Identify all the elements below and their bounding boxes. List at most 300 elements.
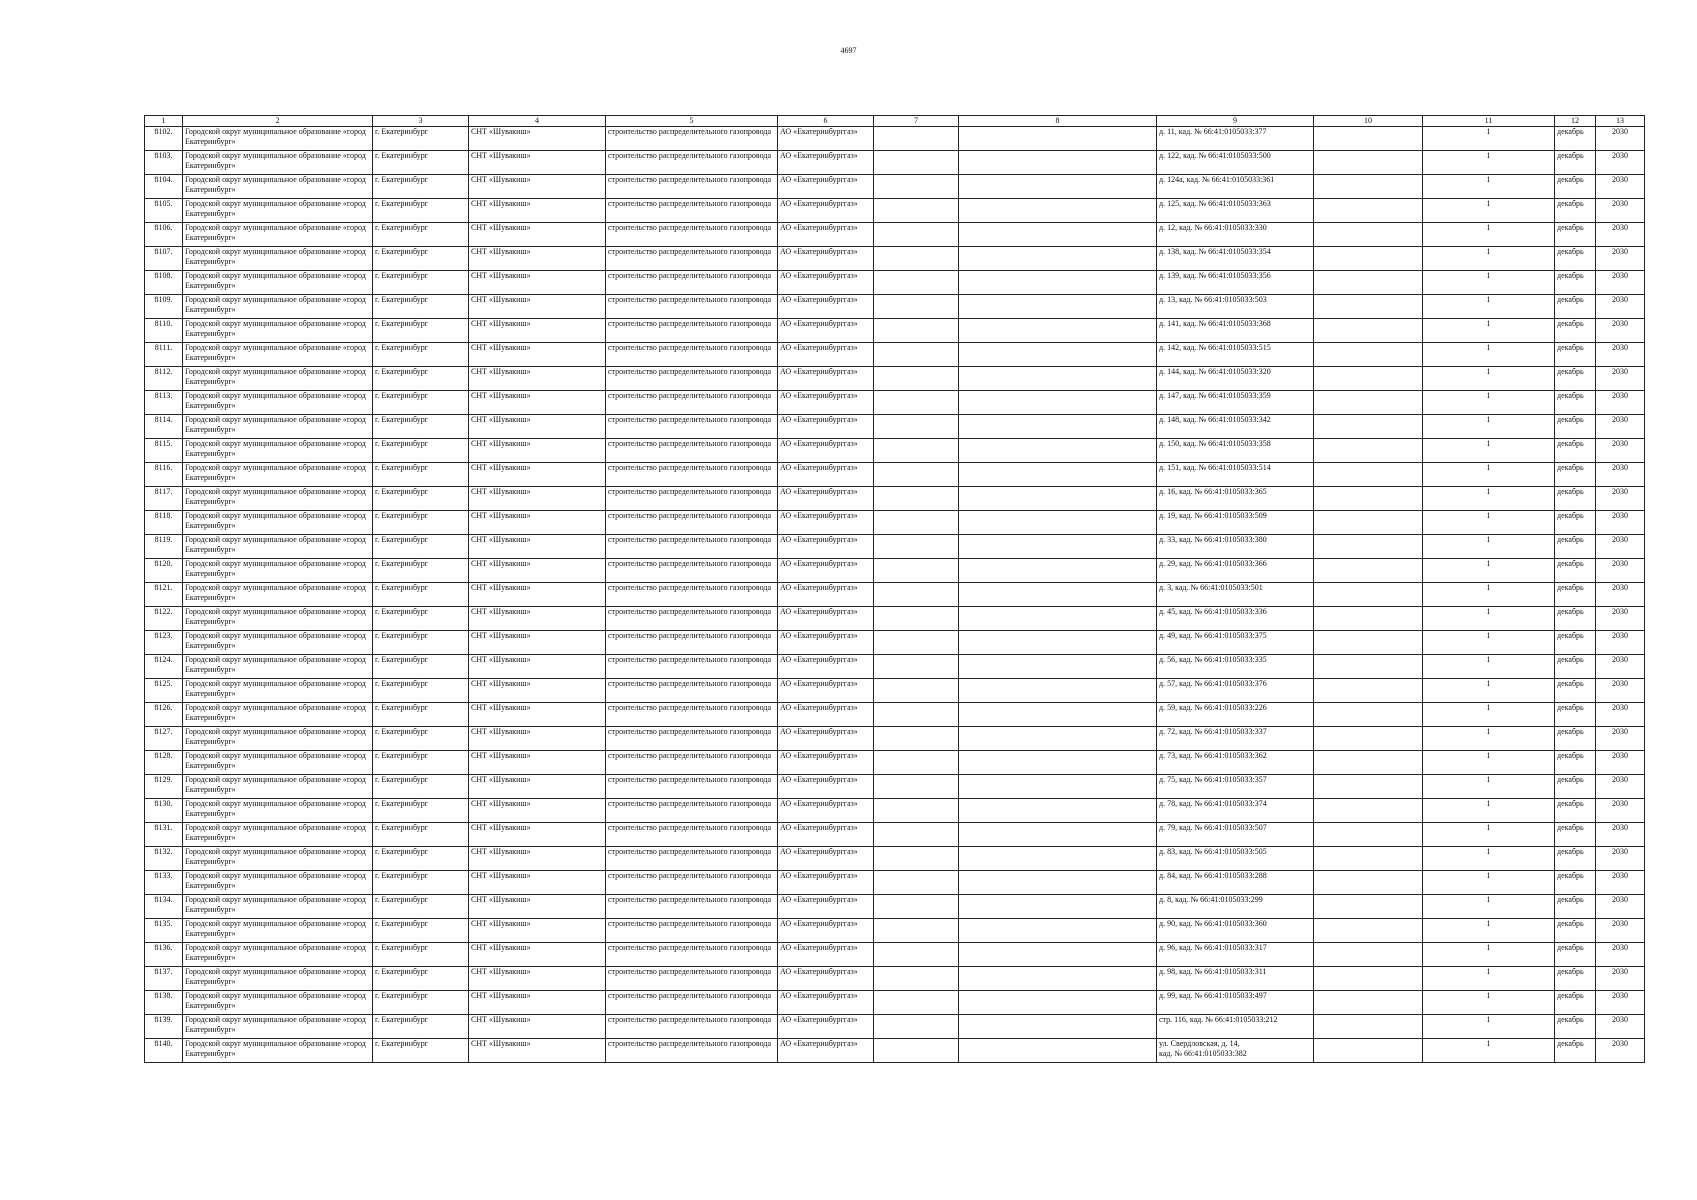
column-7-cell (874, 967, 959, 991)
table-row (145, 655, 1645, 679)
year-cell: 2030 (1596, 823, 1645, 847)
municipality-cell: Городской округ муниципальное образование «город Екатеринбург» (183, 367, 373, 391)
address-cell: д. 84, кад. № 66:41:0105033:288 (1157, 871, 1314, 895)
month-cell: декабрь (1555, 367, 1596, 391)
municipality-cell: Городской округ муниципальное образование «город Екатеринбург» (183, 343, 373, 367)
column-7-cell (874, 511, 959, 535)
object-cell: СНТ «Шувакиш» (469, 439, 606, 463)
municipality-cell: Городской округ муниципальное образование «город Екатеринбург» (183, 607, 373, 631)
row-number-cell: 8137. (145, 967, 183, 991)
address-cell: д. 8, кад. № 66:41:0105033:299 (1157, 895, 1314, 919)
column-header: 9 (1157, 116, 1314, 127)
address-cell: д. 148, кад. № 66:41:0105033:342 (1157, 415, 1314, 439)
count-cell: 1 (1423, 871, 1555, 895)
column-8-cell (959, 583, 1157, 607)
year-cell: 2030 (1596, 1039, 1645, 1063)
column-7-cell (874, 583, 959, 607)
city-cell: г. Екатеринбург (373, 439, 469, 463)
row-number-cell: 8139. (145, 1015, 183, 1039)
row-number-cell: 8131. (145, 823, 183, 847)
work-type-cell: строительство распределительного газопровода (606, 175, 778, 199)
municipality-cell: Городской округ муниципальное образование «город Екатеринбург» (183, 967, 373, 991)
row-number-cell: 8107. (145, 247, 183, 271)
object-cell: СНТ «Шувакиш» (469, 871, 606, 895)
address-cell: д. 11, кад. № 66:41:0105033:377 (1157, 127, 1314, 151)
work-type-cell: строительство распределительного газопровода (606, 391, 778, 415)
municipality-cell: Городской округ муниципальное образование «город Екатеринбург» (183, 559, 373, 583)
month-cell: декабрь (1555, 775, 1596, 799)
operator-cell: АО «Екатеринбурггаз» (778, 127, 874, 151)
column-7-cell (874, 1015, 959, 1039)
table-row (145, 895, 1645, 919)
column-10-cell (1314, 127, 1423, 151)
municipality-cell: Городской округ муниципальное образование «город Екатеринбург» (183, 247, 373, 271)
address-cell: д. 144, кад. № 66:41:0105033:320 (1157, 367, 1314, 391)
municipality-cell: Городской округ муниципальное образование «город Екатеринбург» (183, 727, 373, 751)
column-8-cell (959, 175, 1157, 199)
count-cell: 1 (1423, 319, 1555, 343)
column-8-cell (959, 679, 1157, 703)
operator-cell: АО «Екатеринбурггаз» (778, 967, 874, 991)
work-type-cell: строительство распределительного газопровода (606, 295, 778, 319)
object-cell: СНТ «Шувакиш» (469, 967, 606, 991)
year-cell: 2030 (1596, 607, 1645, 631)
row-number-cell: 8113. (145, 391, 183, 415)
column-7-cell (874, 871, 959, 895)
city-cell: г. Екатеринбург (373, 655, 469, 679)
column-7-cell (874, 1039, 959, 1063)
count-cell: 1 (1423, 775, 1555, 799)
object-cell: СНТ «Шувакиш» (469, 631, 606, 655)
city-cell: г. Екатеринбург (373, 775, 469, 799)
column-8-cell (959, 415, 1157, 439)
municipality-cell: Городской округ муниципальное образование «город Екатеринбург» (183, 847, 373, 871)
object-cell: СНТ «Шувакиш» (469, 391, 606, 415)
row-number-cell: 8109. (145, 295, 183, 319)
year-cell: 2030 (1596, 151, 1645, 175)
column-7-cell (874, 775, 959, 799)
work-type-cell: строительство распределительного газопровода (606, 463, 778, 487)
column-8-cell (959, 367, 1157, 391)
municipality-cell: Городской округ муниципальное образование «город Екатеринбург» (183, 175, 373, 199)
work-type-cell: строительство распределительного газопровода (606, 127, 778, 151)
count-cell: 1 (1423, 151, 1555, 175)
row-number-cell: 8121. (145, 583, 183, 607)
count-cell: 1 (1423, 559, 1555, 583)
year-cell: 2030 (1596, 391, 1645, 415)
count-cell: 1 (1423, 391, 1555, 415)
month-cell: декабрь (1555, 199, 1596, 223)
work-type-cell: строительство распределительного газопровода (606, 967, 778, 991)
column-8-cell (959, 511, 1157, 535)
count-cell: 1 (1423, 439, 1555, 463)
city-cell: г. Екатеринбург (373, 919, 469, 943)
municipality-cell: Городской округ муниципальное образование «город Екатеринбург» (183, 919, 373, 943)
column-header: 10 (1314, 116, 1423, 127)
city-cell: г. Екатеринбург (373, 727, 469, 751)
column-10-cell (1314, 1039, 1423, 1063)
address-cell: д. 59, кад. № 66:41:0105033:226 (1157, 703, 1314, 727)
column-header: 3 (373, 116, 469, 127)
year-cell: 2030 (1596, 175, 1645, 199)
municipality-cell: Городской округ муниципальное образование «город Екатеринбург» (183, 871, 373, 895)
column-10-cell (1314, 799, 1423, 823)
municipality-cell: Городской округ муниципальное образование «город Екатеринбург» (183, 895, 373, 919)
object-cell: СНТ «Шувакиш» (469, 655, 606, 679)
column-7-cell (874, 151, 959, 175)
row-number-cell: 8118. (145, 511, 183, 535)
column-header: 1 (145, 116, 183, 127)
operator-cell: АО «Екатеринбурггаз» (778, 751, 874, 775)
column-8-cell (959, 151, 1157, 175)
month-cell: декабрь (1555, 799, 1596, 823)
municipality-cell: Городской округ муниципальное образование «город Екатеринбург» (183, 439, 373, 463)
city-cell: г. Екатеринбург (373, 967, 469, 991)
municipality-cell: Городской округ муниципальное образование «город Екатеринбург» (183, 1039, 373, 1063)
object-cell: СНТ «Шувакиш» (469, 847, 606, 871)
count-cell: 1 (1423, 583, 1555, 607)
column-8-cell (959, 127, 1157, 151)
table-row (145, 271, 1645, 295)
work-type-cell: строительство распределительного газопровода (606, 823, 778, 847)
row-number-cell: 8133. (145, 871, 183, 895)
column-8-cell (959, 199, 1157, 223)
operator-cell: АО «Екатеринбурггаз» (778, 943, 874, 967)
city-cell: г. Екатеринбург (373, 199, 469, 223)
column-8-cell (959, 895, 1157, 919)
work-type-cell: строительство распределительного газопровода (606, 631, 778, 655)
column-7-cell (874, 847, 959, 871)
address-cell: д. 142, кад. № 66:41:0105033:515 (1157, 343, 1314, 367)
municipality-cell: Городской округ муниципальное образование «город Екатеринбург» (183, 751, 373, 775)
work-type-cell: строительство распределительного газопровода (606, 751, 778, 775)
column-8-cell (959, 727, 1157, 751)
column-8-cell (959, 439, 1157, 463)
address-cell: д. 79, кад. № 66:41:0105033:507 (1157, 823, 1314, 847)
operator-cell: АО «Екатеринбурггаз» (778, 487, 874, 511)
year-cell: 2030 (1596, 679, 1645, 703)
column-7-cell (874, 319, 959, 343)
count-cell: 1 (1423, 919, 1555, 943)
month-cell: декабрь (1555, 823, 1596, 847)
year-cell: 2030 (1596, 991, 1645, 1015)
count-cell: 1 (1423, 271, 1555, 295)
object-cell: СНТ «Шувакиш» (469, 607, 606, 631)
table-row (145, 415, 1645, 439)
address-cell: д. 122, кад. № 66:41:0105033:500 (1157, 151, 1314, 175)
column-8-cell (959, 799, 1157, 823)
column-7-cell (874, 295, 959, 319)
month-cell: декабрь (1555, 559, 1596, 583)
column-7-cell (874, 607, 959, 631)
column-8-cell (959, 823, 1157, 847)
count-cell: 1 (1423, 823, 1555, 847)
address-cell: д. 139, кад. № 66:41:0105033:356 (1157, 271, 1314, 295)
year-cell: 2030 (1596, 247, 1645, 271)
city-cell: г. Екатеринбург (373, 223, 469, 247)
object-cell: СНТ «Шувакиш» (469, 751, 606, 775)
row-number-cell: 8136. (145, 943, 183, 967)
month-cell: декабрь (1555, 703, 1596, 727)
city-cell: г. Екатеринбург (373, 895, 469, 919)
object-cell: СНТ «Шувакиш» (469, 775, 606, 799)
column-10-cell (1314, 391, 1423, 415)
operator-cell: АО «Екатеринбурггаз» (778, 343, 874, 367)
row-number-cell: 8123. (145, 631, 183, 655)
operator-cell: АО «Екатеринбурггаз» (778, 535, 874, 559)
year-cell: 2030 (1596, 871, 1645, 895)
column-10-cell (1314, 559, 1423, 583)
column-10-cell (1314, 847, 1423, 871)
work-type-cell: строительство распределительного газопровода (606, 679, 778, 703)
column-7-cell (874, 727, 959, 751)
address-cell: д. 56, кад. № 66:41:0105033:335 (1157, 655, 1314, 679)
object-cell: СНТ «Шувакиш» (469, 295, 606, 319)
year-cell: 2030 (1596, 223, 1645, 247)
address-cell: д. 147, кад. № 66:41:0105033:359 (1157, 391, 1314, 415)
operator-cell: АО «Екатеринбурггаз» (778, 727, 874, 751)
column-8-cell (959, 295, 1157, 319)
work-type-cell: строительство распределительного газопровода (606, 247, 778, 271)
column-10-cell (1314, 919, 1423, 943)
column-10-cell (1314, 631, 1423, 655)
table-row (145, 871, 1645, 895)
work-type-cell: строительство распределительного газопровода (606, 991, 778, 1015)
year-cell: 2030 (1596, 559, 1645, 583)
month-cell: декабрь (1555, 319, 1596, 343)
count-cell: 1 (1423, 487, 1555, 511)
row-number-cell: 8138. (145, 991, 183, 1015)
column-7-cell (874, 919, 959, 943)
month-cell: декабрь (1555, 415, 1596, 439)
column-10-cell (1314, 415, 1423, 439)
city-cell: г. Екатеринбург (373, 391, 469, 415)
column-7-cell (874, 247, 959, 271)
month-cell: декабрь (1555, 895, 1596, 919)
table-row (145, 967, 1645, 991)
address-cell: стр. 116, кад. № 66:41:0105033:212 (1157, 1015, 1314, 1039)
column-10-cell (1314, 823, 1423, 847)
count-cell: 1 (1423, 1039, 1555, 1063)
municipality-cell: Городской округ муниципальное образование «город Екатеринбург» (183, 199, 373, 223)
column-7-cell (874, 895, 959, 919)
municipality-cell: Городской округ муниципальное образование «город Екатеринбург» (183, 127, 373, 151)
year-cell: 2030 (1596, 775, 1645, 799)
operator-cell: АО «Екатеринбурггаз» (778, 655, 874, 679)
column-7-cell (874, 631, 959, 655)
column-7-cell (874, 415, 959, 439)
operator-cell: АО «Екатеринбурггаз» (778, 583, 874, 607)
month-cell: декабрь (1555, 223, 1596, 247)
operator-cell: АО «Екатеринбурггаз» (778, 319, 874, 343)
address-cell: д. 83, кад. № 66:41:0105033:505 (1157, 847, 1314, 871)
column-10-cell (1314, 223, 1423, 247)
column-header: 6 (778, 116, 874, 127)
column-header: 11 (1423, 116, 1555, 127)
count-cell: 1 (1423, 415, 1555, 439)
municipality-cell: Городской округ муниципальное образование «город Екатеринбург» (183, 487, 373, 511)
operator-cell: АО «Екатеринбурггаз» (778, 271, 874, 295)
count-cell: 1 (1423, 991, 1555, 1015)
column-7-cell (874, 799, 959, 823)
month-cell: декабрь (1555, 679, 1596, 703)
city-cell: г. Екатеринбург (373, 1015, 469, 1039)
row-number-cell: 8122. (145, 607, 183, 631)
column-7-cell (874, 271, 959, 295)
column-10-cell (1314, 439, 1423, 463)
operator-cell: АО «Екатеринбурггаз» (778, 607, 874, 631)
column-7-cell (874, 367, 959, 391)
address-cell: д. 98, кад. № 66:41:0105033:311 (1157, 967, 1314, 991)
object-cell: СНТ «Шувакиш» (469, 271, 606, 295)
table-row (145, 343, 1645, 367)
object-cell: СНТ «Шувакиш» (469, 511, 606, 535)
column-10-cell (1314, 175, 1423, 199)
work-type-cell: строительство распределительного газопровода (606, 1039, 778, 1063)
city-cell: г. Екатеринбург (373, 679, 469, 703)
column-7-cell (874, 991, 959, 1015)
operator-cell: АО «Екатеринбурггаз» (778, 367, 874, 391)
city-cell: г. Екатеринбург (373, 1039, 469, 1063)
year-cell: 2030 (1596, 535, 1645, 559)
count-cell: 1 (1423, 343, 1555, 367)
work-type-cell: строительство распределительного газопровода (606, 583, 778, 607)
operator-cell: АО «Екатеринбурггаз» (778, 1015, 874, 1039)
year-cell: 2030 (1596, 703, 1645, 727)
city-cell: г. Екатеринбург (373, 943, 469, 967)
operator-cell: АО «Екатеринбурггаз» (778, 871, 874, 895)
column-7-cell (874, 391, 959, 415)
table-row (145, 823, 1645, 847)
municipality-cell: Городской округ муниципальное образование «город Екатеринбург» (183, 415, 373, 439)
row-number-cell: 8115. (145, 439, 183, 463)
work-type-cell: строительство распределительного газопровода (606, 655, 778, 679)
table-row (145, 919, 1645, 943)
operator-cell: АО «Екатеринбурггаз» (778, 199, 874, 223)
column-7-cell (874, 823, 959, 847)
column-8-cell (959, 559, 1157, 583)
month-cell: декабрь (1555, 751, 1596, 775)
column-8-cell (959, 655, 1157, 679)
object-cell: СНТ «Шувакиш» (469, 151, 606, 175)
table-row (145, 607, 1645, 631)
row-number-cell: 8111. (145, 343, 183, 367)
year-cell: 2030 (1596, 415, 1645, 439)
column-10-cell (1314, 367, 1423, 391)
object-cell: СНТ «Шувакиш» (469, 223, 606, 247)
table-row (145, 775, 1645, 799)
year-cell: 2030 (1596, 943, 1645, 967)
object-cell: СНТ «Шувакиш» (469, 991, 606, 1015)
column-8-cell (959, 871, 1157, 895)
table-row (145, 511, 1645, 535)
address-cell: д. 45, кад. № 66:41:0105033:336 (1157, 607, 1314, 631)
city-cell: г. Екатеринбург (373, 631, 469, 655)
month-cell: декабрь (1555, 439, 1596, 463)
month-cell: декабрь (1555, 871, 1596, 895)
row-number-cell: 8112. (145, 367, 183, 391)
city-cell: г. Екатеринбург (373, 415, 469, 439)
address-cell: д. 90, кад. № 66:41:0105033:360 (1157, 919, 1314, 943)
address-cell: д. 78, кад. № 66:41:0105033:374 (1157, 799, 1314, 823)
table-row (145, 727, 1645, 751)
count-cell: 1 (1423, 751, 1555, 775)
address-cell: д. 12, кад. № 66:41:0105033:330 (1157, 223, 1314, 247)
column-7-cell (874, 655, 959, 679)
work-type-cell: строительство распределительного газопровода (606, 271, 778, 295)
count-cell: 1 (1423, 511, 1555, 535)
work-type-cell: строительство распределительного газопровода (606, 319, 778, 343)
municipality-cell: Городской округ муниципальное образование «город Екатеринбург» (183, 295, 373, 319)
operator-cell: АО «Екатеринбурггаз» (778, 991, 874, 1015)
column-8-cell (959, 847, 1157, 871)
row-number-cell: 8127. (145, 727, 183, 751)
city-cell: г. Екатеринбург (373, 343, 469, 367)
work-type-cell: строительство распределительного газопровода (606, 1015, 778, 1039)
municipality-cell: Городской округ муниципальное образование «город Екатеринбург» (183, 583, 373, 607)
table-row (145, 319, 1645, 343)
municipality-cell: Городской округ муниципальное образование «город Екатеринбург» (183, 511, 373, 535)
column-header: 13 (1596, 116, 1645, 127)
object-cell: СНТ «Шувакиш» (469, 1015, 606, 1039)
address-cell: д. 99, кад. № 66:41:0105033:497 (1157, 991, 1314, 1015)
year-cell: 2030 (1596, 463, 1645, 487)
month-cell: декабрь (1555, 583, 1596, 607)
column-7-cell (874, 751, 959, 775)
count-cell: 1 (1423, 655, 1555, 679)
city-cell: г. Екатеринбург (373, 175, 469, 199)
address-cell: д. 150, кад. № 66:41:0105033:358 (1157, 439, 1314, 463)
column-10-cell (1314, 271, 1423, 295)
table-row (145, 799, 1645, 823)
operator-cell: АО «Екатеринбурггаз» (778, 391, 874, 415)
city-cell: г. Екатеринбург (373, 511, 469, 535)
column-7-cell (874, 559, 959, 583)
year-cell: 2030 (1596, 511, 1645, 535)
month-cell: декабрь (1555, 847, 1596, 871)
address-cell: д. 124а, кад. № 66:41:0105033:361 (1157, 175, 1314, 199)
row-number-cell: 8140. (145, 1039, 183, 1063)
column-10-cell (1314, 703, 1423, 727)
row-number-cell: 8105. (145, 199, 183, 223)
municipality-cell: Городской округ муниципальное образование «город Екатеринбург» (183, 391, 373, 415)
month-cell: декабрь (1555, 991, 1596, 1015)
work-type-cell: строительство распределительного газопровода (606, 727, 778, 751)
year-cell: 2030 (1596, 439, 1645, 463)
column-8-cell (959, 703, 1157, 727)
row-number-cell: 8128. (145, 751, 183, 775)
object-cell: СНТ «Шувакиш» (469, 727, 606, 751)
page-number: 4697 (840, 46, 857, 55)
column-8-cell (959, 391, 1157, 415)
city-cell: г. Екатеринбург (373, 703, 469, 727)
column-8-cell (959, 463, 1157, 487)
column-10-cell (1314, 895, 1423, 919)
operator-cell: АО «Екатеринбурггаз» (778, 439, 874, 463)
address-cell: д. 151, кад. № 66:41:0105033:514 (1157, 463, 1314, 487)
year-cell: 2030 (1596, 631, 1645, 655)
object-cell: СНТ «Шувакиш» (469, 1039, 606, 1063)
year-cell: 2030 (1596, 919, 1645, 943)
operator-cell: АО «Екатеринбурггаз» (778, 295, 874, 319)
month-cell: декабрь (1555, 655, 1596, 679)
column-10-cell (1314, 247, 1423, 271)
month-cell: декабрь (1555, 127, 1596, 151)
month-cell: декабрь (1555, 631, 1596, 655)
column-header: 7 (874, 116, 959, 127)
year-cell: 2030 (1596, 799, 1645, 823)
work-type-cell: строительство распределительного газопровода (606, 775, 778, 799)
